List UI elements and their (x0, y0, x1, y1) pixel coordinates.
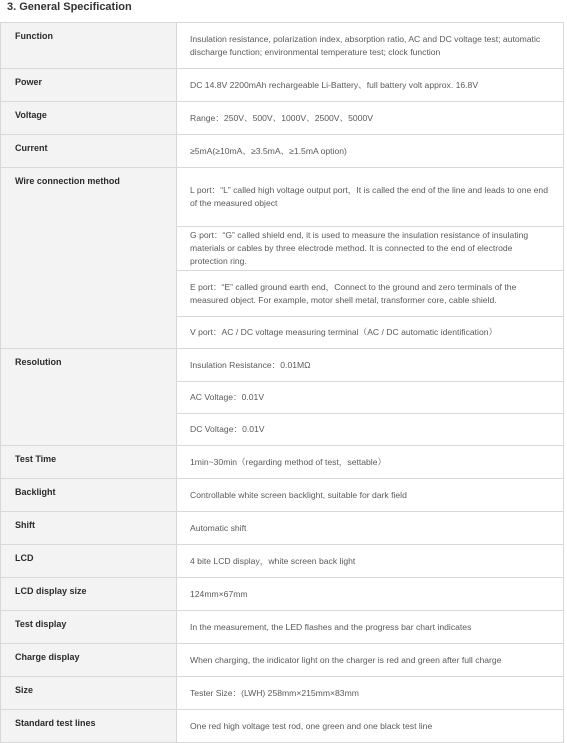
spec-label: Standard test lines (1, 710, 177, 743)
spec-value-cell (177, 349, 564, 446)
spec-value (177, 512, 563, 544)
spec-row (1, 611, 564, 644)
section-title: 3. General Specification (7, 1, 132, 13)
spec-value-text: V port：AC / DC voltage measuring terminal（AC / DC automatic identification） (190, 327, 498, 337)
spec-value-cell (177, 611, 564, 644)
spec-row (1, 545, 564, 578)
spec-row (1, 446, 564, 479)
spec-value-cell (177, 578, 564, 611)
spec-value-text: Controllable white screen backlight, suitable for dark field (190, 489, 407, 500)
spec-value (177, 710, 563, 742)
spec-row (1, 349, 564, 446)
spec-value-cell (177, 69, 564, 102)
spec-label: LCD display size (1, 578, 177, 611)
spec-row (1, 479, 564, 512)
spec-value-cell (177, 479, 564, 512)
spec-value-cell (177, 23, 564, 69)
spec-value-text: In the measurement, the LED flashes and the progress bar chart indicates (190, 621, 472, 632)
spec-row (1, 168, 564, 349)
spec-value-text: Insulation Resistance：0.01MΩ (190, 359, 311, 370)
spec-value-text: Range：250V、500V、1000V、2500V、5000V (190, 112, 373, 123)
spec-label: Voltage (1, 102, 177, 135)
spec-value (177, 226, 563, 270)
spec-value-cell (177, 545, 564, 578)
spec-value (177, 135, 563, 167)
spec-label: Size (1, 677, 177, 710)
spec-value-text: E port：“E” called ground earth end，Connect to the ground and zero terminals of the measured object. For example, motor shell metal, transformer core, cable shield. (190, 281, 517, 305)
spec-value-text: 4 bite LCD display，white screen back light (190, 555, 356, 566)
spec-value-text: Tester Size：(LWH) 258mm×215mm×83mm (190, 687, 359, 698)
spec-value (177, 479, 563, 511)
spec-value-text: DC Voltage：0.01V (190, 424, 265, 434)
spec-value (177, 446, 563, 478)
spec-value-text: AC Voltage：0.01V (190, 392, 265, 402)
spec-row (1, 135, 564, 168)
spec-row (1, 710, 564, 743)
spec-value (177, 644, 563, 676)
spec-value (177, 168, 563, 226)
spec-label: Shift (1, 512, 177, 545)
spec-value-text: 1min~30min（regarding method of test，settable） (190, 456, 387, 467)
spec-value (177, 381, 563, 413)
spec-label: Wire connection method (1, 168, 177, 349)
spec-value (177, 270, 563, 316)
spec-row (1, 102, 564, 135)
spec-label: Resolution (1, 349, 177, 446)
spec-value-text: L port：“L” called high voltage output port，It is called the end of the line and leads to one end of the measured object (190, 185, 548, 208)
spec-label: LCD (1, 545, 177, 578)
spec-row (1, 578, 564, 611)
spec-value-text: DC 14.8V 2200mAh rechargeable Li-Battery、full battery volt approx. 16.8V (190, 79, 479, 90)
spec-value-text: ≥5mA(≥10mA、≥3.5mA、≥1.5mA option) (190, 145, 347, 156)
spec-value (177, 102, 563, 134)
spec-value (177, 611, 563, 643)
spec-value-text: When charging, the indicator light on the charger is red and green after full charge (190, 654, 502, 665)
spec-value-cell (177, 677, 564, 710)
spec-value (177, 677, 563, 709)
spec-value-cell (177, 135, 564, 168)
spec-value (177, 578, 563, 610)
spec-label: Backlight (1, 479, 177, 512)
spec-row (1, 23, 564, 69)
spec-row (1, 512, 564, 545)
spec-value-text: 124mm×67mm (190, 588, 248, 599)
spec-value (177, 545, 563, 577)
spec-value (177, 316, 563, 348)
spec-value (177, 413, 563, 445)
spec-value-cell (177, 446, 564, 479)
spec-value-text: G port：“G” called shield end, it is used to measure the insulation resistance of insulating materials or cables by three electrode method. It is connected to the end of electrode protection ring. (190, 230, 529, 266)
spec-value (177, 349, 563, 381)
spec-row (1, 644, 564, 677)
spec-label: Test Time (1, 446, 177, 479)
spec-value-cell (177, 644, 564, 677)
spec-label: Charge display (1, 644, 177, 677)
spec-value (177, 23, 563, 68)
spec-value-cell (177, 512, 564, 545)
spec-value-text: Insulation resistance, polarization index, absorption ratio, AC and DC voltage test; automatic discharge function; environmental temperature test; clock function (190, 33, 541, 57)
spec-label: Power (1, 69, 177, 102)
spec-value-text: One red high voltage test rod, one green and one black test line (190, 720, 433, 731)
spec-row (1, 677, 564, 710)
spec-row (1, 69, 564, 102)
spec-label: Function (1, 23, 177, 69)
spec-value-cell (177, 102, 564, 135)
spec-value-cell (177, 168, 564, 349)
spec-value (177, 69, 563, 101)
spec-value-cell (177, 710, 564, 743)
spec-label: Test display (1, 611, 177, 644)
spec-value-text: Automatic shift (190, 522, 247, 533)
spec-label: Current (1, 135, 177, 168)
spec-table (0, 22, 564, 743)
